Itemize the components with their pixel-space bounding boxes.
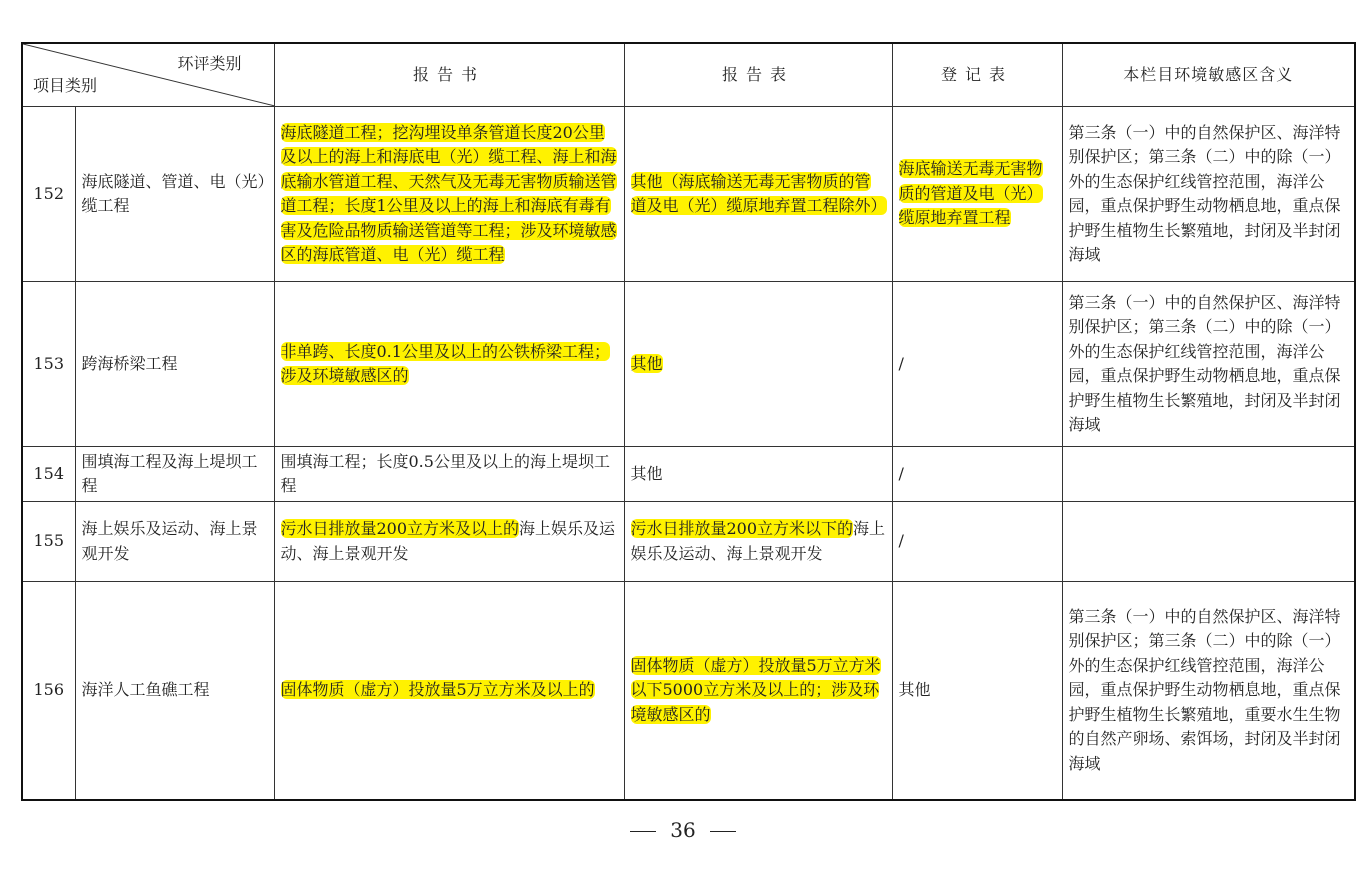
- report-book-cell: [274, 107, 624, 282]
- row-number: 156: [22, 582, 75, 800]
- report-form-cell: 其他: [624, 447, 892, 502]
- header-registration-form: 登记表: [892, 43, 1062, 107]
- table-row: [22, 502, 1355, 582]
- report-book-cell: [274, 502, 624, 582]
- table-row: [22, 107, 1355, 282]
- registration-form-cell: /: [892, 282, 1062, 447]
- row-number: 154: [22, 447, 75, 502]
- eia-category-table: [21, 42, 1356, 801]
- registration-form-cell: 其他: [892, 582, 1062, 800]
- row-number: 152: [22, 107, 75, 282]
- report-form-cell: [624, 107, 892, 282]
- project-name: 跨海桥梁工程: [75, 282, 274, 447]
- sensitive-area-cell: 第三条（一）中的自然保护区、海洋特别保护区；第三条（二）中的除（一）外的生态保护红线管控范围，海洋公园，重点保护野生动物栖息地，重点保护野生植物生长繁殖地，重要水生生物的自然产卵场、索饵场，封闭及半封闭海域: [1062, 582, 1355, 800]
- sensitive-area-cell: 第三条（一）中的自然保护区、海洋特别保护区；第三条（二）中的除（一）外的生态保护红线管控范围，海洋公园，重点保护野生动物栖息地，重点保护野生植物生长繁殖地，封闭及半封闭海域: [1062, 107, 1355, 282]
- table-header-row: [22, 43, 1355, 107]
- report-form-cell: [624, 582, 892, 800]
- highlighted-text: 海底隧道工程；挖沟埋设单条管道长度20公里及以上的海上和海底电（光）缆工程、海上和海底输水管道工程、天然气及无毒无害物质输送管道工程；长度1公里及以上的海上和海底有毒有害及危险品物质输送管道等工程；涉及环境敏感区的海底管道、电（光）缆工程: [280, 122, 617, 264]
- header-report-book: 报告书: [274, 43, 624, 107]
- highlighted-text: 固体物质（虚方）投放量5万立方米及以上的: [280, 680, 595, 699]
- highlighted-text: 固体物质（虚方）投放量5万立方米以下5000立方米及以上的；涉及环境敏感区的: [630, 655, 881, 724]
- highlighted-text: 污水日排放量200立方米及以上的: [280, 519, 520, 538]
- sensitive-area-cell: 第三条（一）中的自然保护区、海洋特别保护区；第三条（二）中的除（一）外的生态保护红线管控范围，海洋公园，重点保护野生动物栖息地，重点保护野生植物生长繁殖地，封闭及半封闭海域: [1062, 282, 1355, 447]
- registration-form-cell: [892, 107, 1062, 282]
- report-form-cell: [624, 282, 892, 447]
- header-eia-category: 环评类别: [177, 54, 242, 73]
- dash-left: [630, 831, 656, 833]
- diagonal-header-cell: [22, 43, 274, 107]
- highlighted-text: 海底输送无毒无害物质的管道及电（光）缆原地弃置工程: [898, 159, 1043, 228]
- header-report-form: 报告表: [624, 43, 892, 107]
- header-project-category: 项目类别: [33, 75, 98, 95]
- table-row: [22, 447, 1355, 502]
- row-number: 155: [22, 502, 75, 582]
- sensitive-area-cell: [1062, 447, 1355, 502]
- regulation-table-page: [21, 42, 1354, 801]
- page-footer: [0, 818, 1366, 842]
- project-name: 海洋人工鱼礁工程: [75, 582, 274, 800]
- table-row: [22, 282, 1355, 447]
- report-book-cell: [274, 282, 624, 447]
- project-name: 海上娱乐及运动、海上景观开发: [75, 502, 274, 582]
- table-row: [22, 582, 1355, 800]
- plain-text: 海上娱乐及运动、海上景观开发: [280, 519, 616, 563]
- plain-text: 海上娱乐及运动、海上景观开发: [630, 519, 886, 563]
- project-name: 海底隧道、管道、电（光）缆工程: [75, 107, 274, 282]
- report-book-cell: [274, 582, 624, 800]
- project-name: 围填海工程及海上堤坝工程: [75, 447, 274, 502]
- highlighted-text: 污水日排放量200立方米以下的: [630, 519, 854, 538]
- highlighted-text: 非单跨、长度0.1公里及以上的公铁桥梁工程；涉及环境敏感区的: [280, 341, 610, 385]
- report-book-cell: 围填海工程；长度0.5公里及以上的海上堤坝工程: [274, 447, 624, 502]
- header-sensitive-area-meaning: 本栏目环境敏感区含义: [1062, 43, 1355, 107]
- row-number: 153: [22, 282, 75, 447]
- page-number: 36: [670, 818, 696, 842]
- registration-form-cell: /: [892, 447, 1062, 502]
- sensitive-area-cell: [1062, 502, 1355, 582]
- dash-right: [710, 831, 736, 833]
- highlighted-text: 其他（海底输送无毒无害物质的管道及电（光）缆原地弃置工程除外）: [630, 171, 887, 215]
- registration-form-cell: /: [892, 502, 1062, 582]
- report-form-cell: [624, 502, 892, 582]
- highlighted-text: 其他: [630, 353, 663, 373]
